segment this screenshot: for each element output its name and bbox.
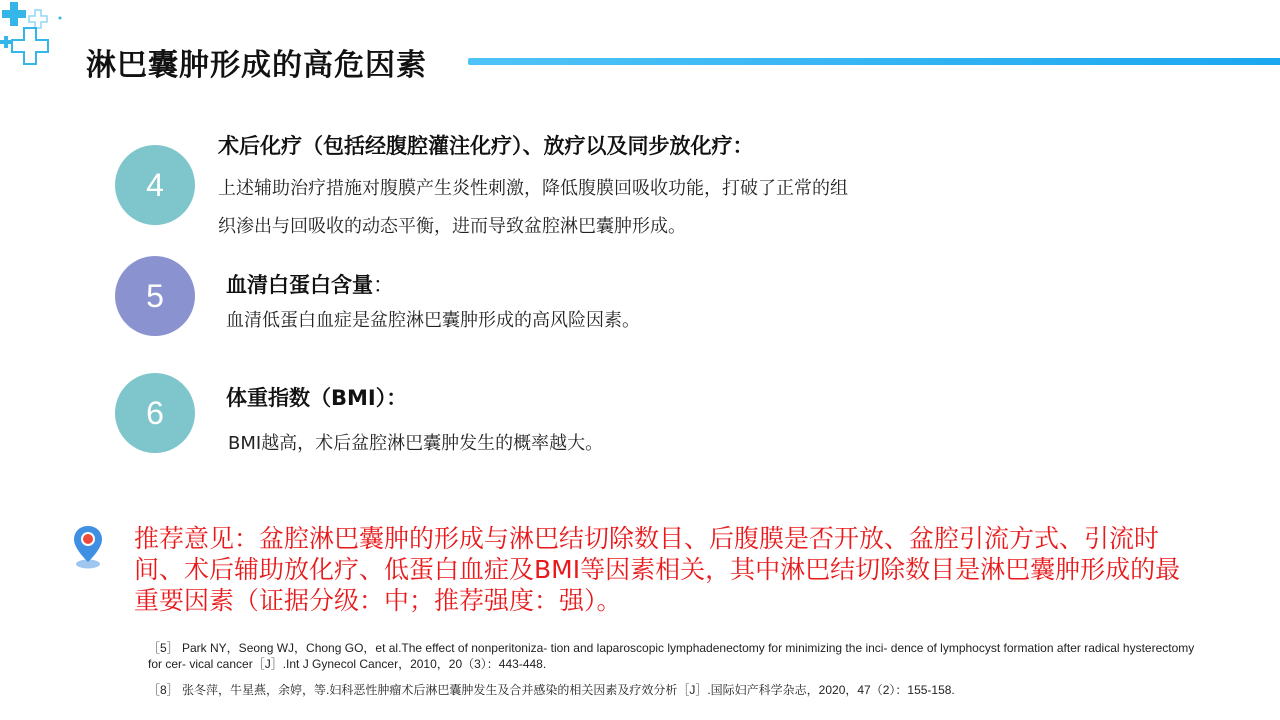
title-underline — [468, 58, 1280, 65]
medical-cross-icon — [0, 0, 70, 90]
item-body-4-line-1: 上述辅助治疗措施对腹膜产生炎性刺激，降低腹膜回吸收功能，打破了正常的组 — [218, 178, 848, 199]
number-badge-6: 6 — [115, 373, 195, 453]
item-body-4-line-2: 织渗出与回吸收的动态平衡，进而导致盆腔淋巴囊肿形成。 — [218, 216, 686, 237]
location-pin-icon — [72, 524, 104, 570]
recommendation-text: 推荐意见：盆腔淋巴囊肿的形成与淋巴结切除数目、后腹膜是否开放、盆腔引流方式、引流时间、术后辅助放化疗、低蛋白血症及BMI等因素相关，其中淋巴结切除数目是淋巴囊肿形成的最重要因素（证据分级：中；推荐强度：强）。 — [134, 524, 1181, 615]
item-body-4 — [218, 170, 848, 246]
item-heading-5-text: 血清白蛋白含量 — [226, 273, 373, 297]
reference-8: ［8］ 张冬萍，牛星燕，余婷，等.妇科恶性肿瘤术后淋巴囊肿发生及合并感染的相关因素及疗效分析［J］.国际妇产科学杂志，2020，47（2）：155-158. — [148, 683, 955, 697]
item-heading-6: 体重指数（BMI）： — [226, 386, 408, 410]
number-badge-5: 5 — [115, 256, 195, 336]
item-body-5: 血清低蛋白血症是盆腔淋巴囊肿形成的高风险因素。 — [226, 310, 640, 331]
item-heading-5 — [226, 269, 394, 299]
reference-5: ［5］ Park NY，Seong WJ，Chong GO，et al.The effect of nonperitoniza- tion and laparoscopic lymphadenectomy for minimizing the inci- dence of lymphocyst formation after radical hysterectomy for cer- vical cancer［J］.Int J Gynecol Cancer，2010，20（3）：443-448. — [148, 641, 1195, 671]
item-body-6: BMI越高，术后盆腔淋巴囊肿发生的概率越大。 — [228, 433, 604, 454]
item-heading-4: 术后化疗（包括经腹腔灌注化疗）、放疗以及同步放化疗： — [218, 134, 754, 158]
page-title: 淋巴囊肿形成的高危因素 — [86, 48, 427, 83]
number-badge-4: 4 — [115, 145, 195, 225]
item-heading-5-colon: ： — [373, 273, 394, 297]
